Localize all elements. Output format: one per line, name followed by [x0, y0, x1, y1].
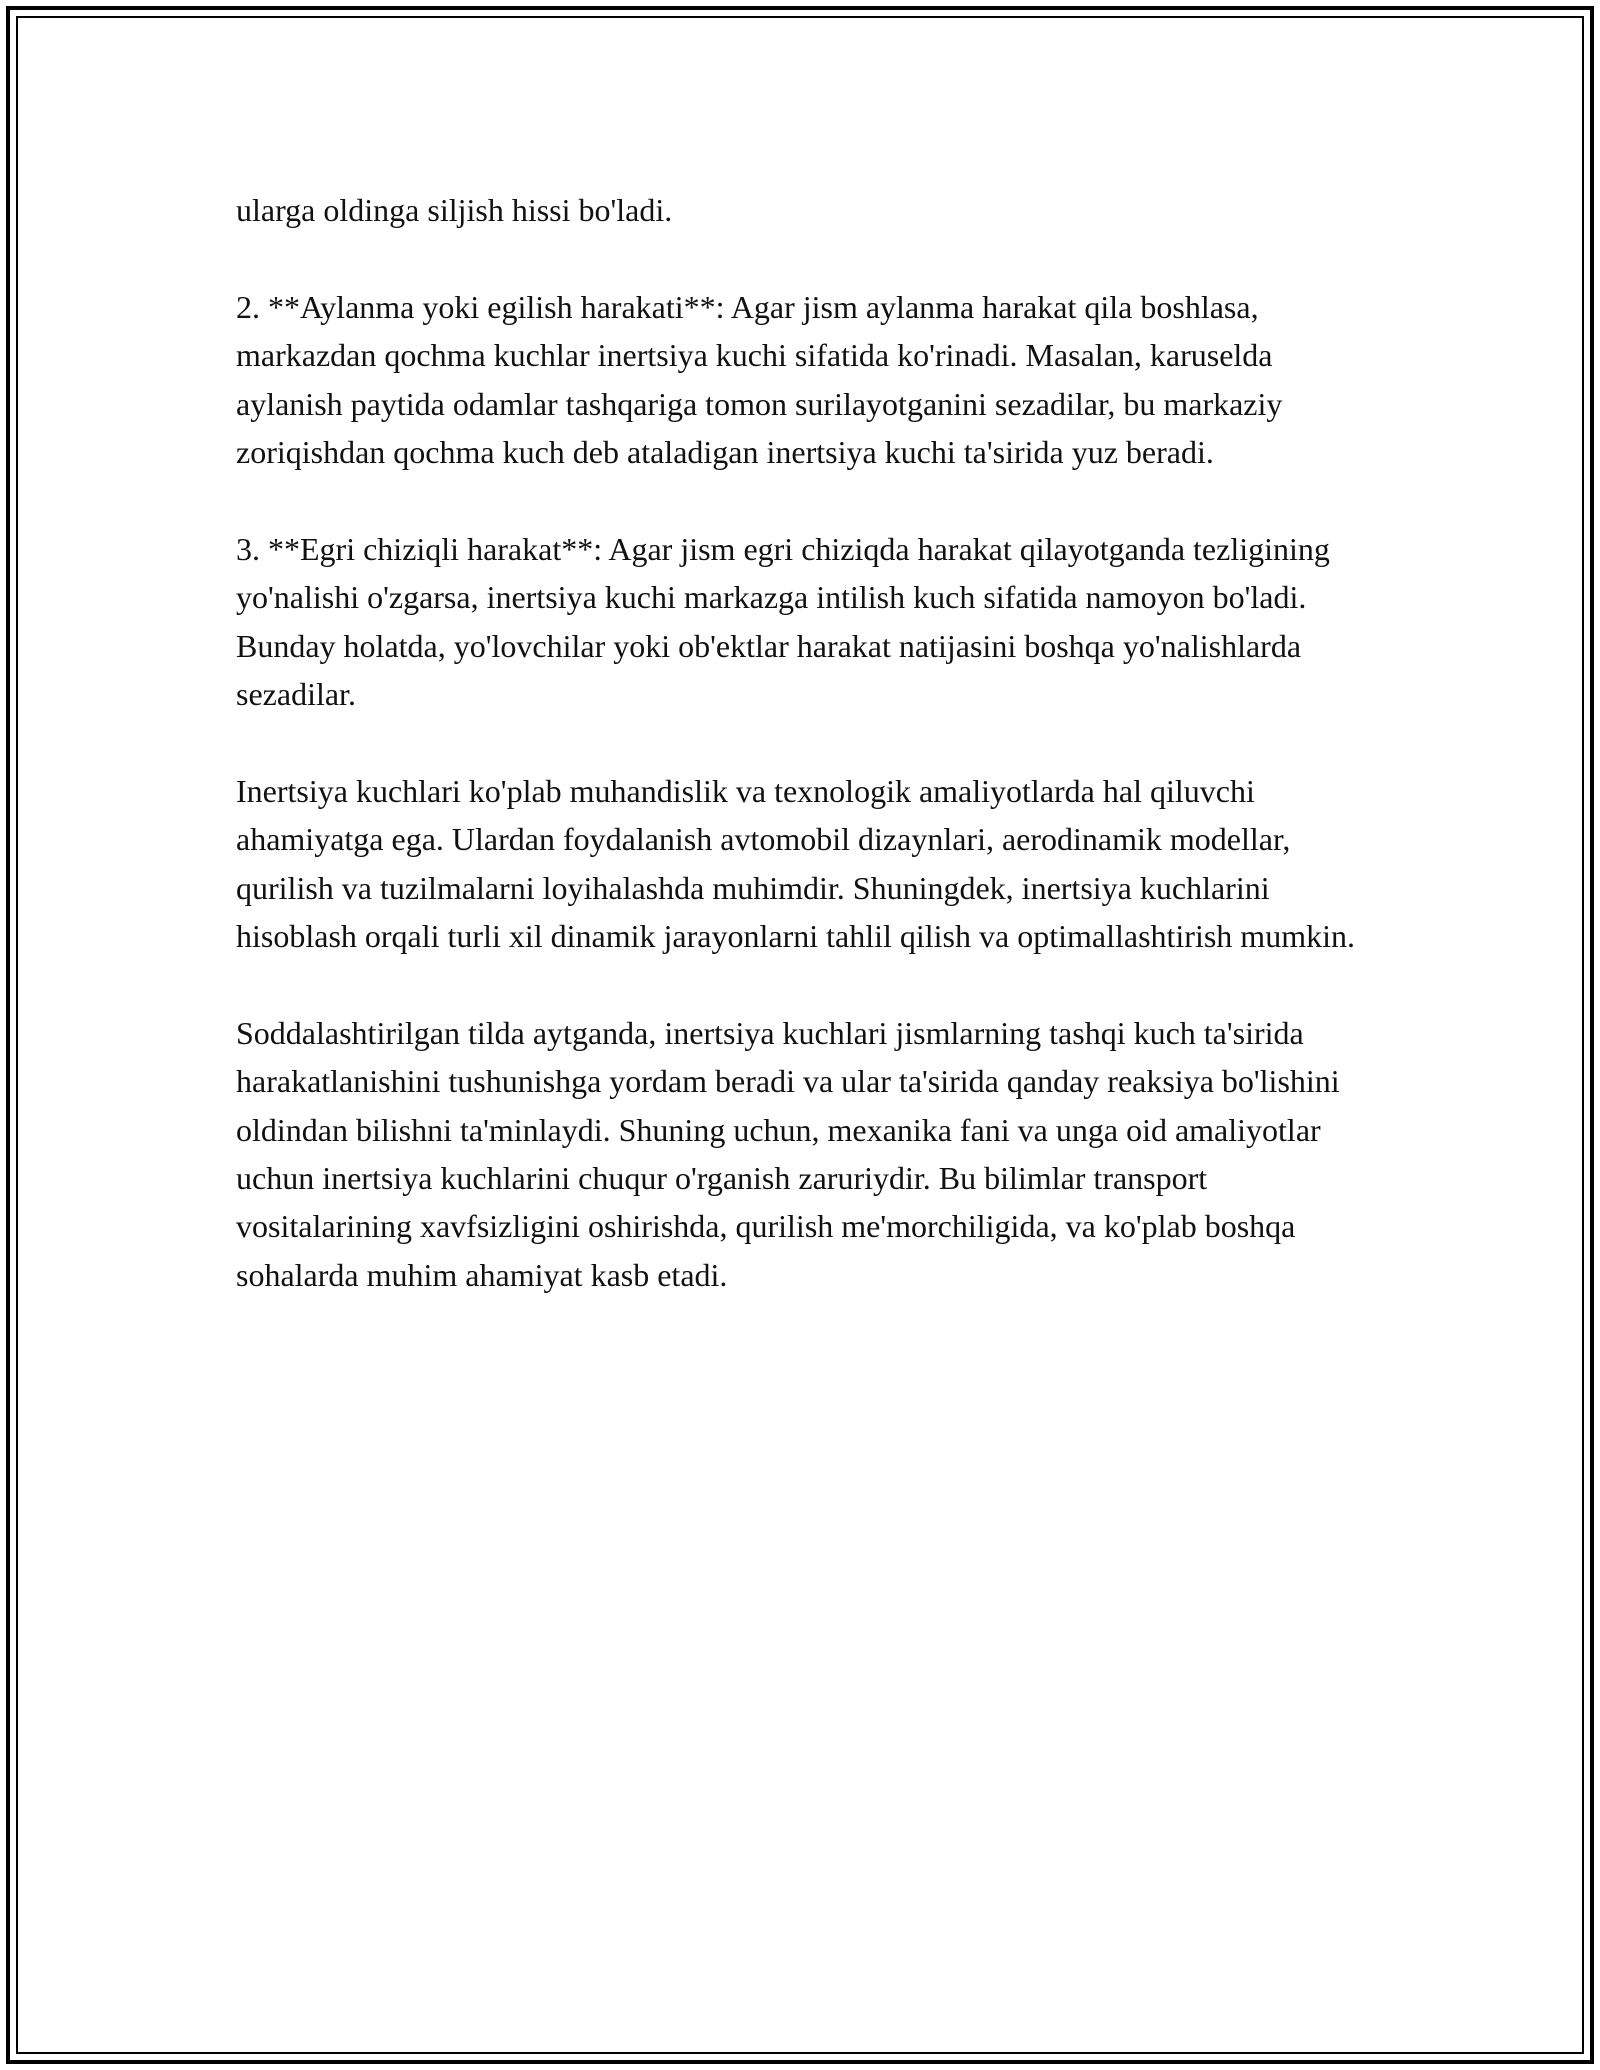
- paragraph-continuation: ularga oldinga siljish hissi bo'ladi.: [236, 192, 673, 228]
- paragraph-rotational-motion: 2. **Aylanma yoki egilish harakati**: Agar jism aylanma harakat qila boshlasa, markazdan qochma kuchlar inertsiya kuchi sifatida ko'rinadi. Masalan, karuselda aylanish paytida odamlar tashqariga tomon surilayotganini sezadilar, bu markaziy zoriqishdan qochma kuch deb ataladigan inertsiya kuchi ta'sirida yuz beradi.: [236, 288, 1283, 471]
- paragraph-curvilinear-motion: 3. **Egri chiziqli harakat**: Agar jism egri chiziqda harakat qilayotganda tezligining yo'nalishi o'zgarsa, inertsiya kuchi markazga intilish kuch sifatida namoyon bo'ladi. Bunday holatda, yo'lovchilar yoki ob'ektlar harakat natijasini boshqa yo'nalishlarda sezadilar.: [236, 530, 1330, 713]
- paragraph-summary: Soddalashtirilgan tilda aytganda, inertsiya kuchlari jismlarning tashqi kuch ta'sirida harakatlanishini tushunishga yordam beradi va ular ta'sirida qanday reaksiya bo'lishini oldindan bilishni ta'minlaydi. Shuning uchun, mexanika fani va unga oid amaliyotlar uchun inertsiya kuchlarini chuqur o'rganish zaruriydir. Bu bilimlar transport vositalarining xavfsizligini oshirishda, qurilish me'morchiligida, va ko'plab boshqa sohalarda muhim ahamiyat kasb etadi.: [236, 1014, 1340, 1293]
- paragraph-engineering-applications: Inertsiya kuchlari ko'plab muhandislik va texnologik amaliyotlarda hal qiluvchi ahamiyatga ega. Ulardan foydalanish avtomobil dizaynlari, aerodinamik modellar, qurilish va tuzilmalarni loyihalashda muhimdir. Shuningdek, inertsiya kuchlarini hisoblash orqali turli xil dinamik jarayonlarni tahlil qilish va optimallashtirish mumkin.: [236, 772, 1355, 955]
- document-body: [236, 186, 1366, 1299]
